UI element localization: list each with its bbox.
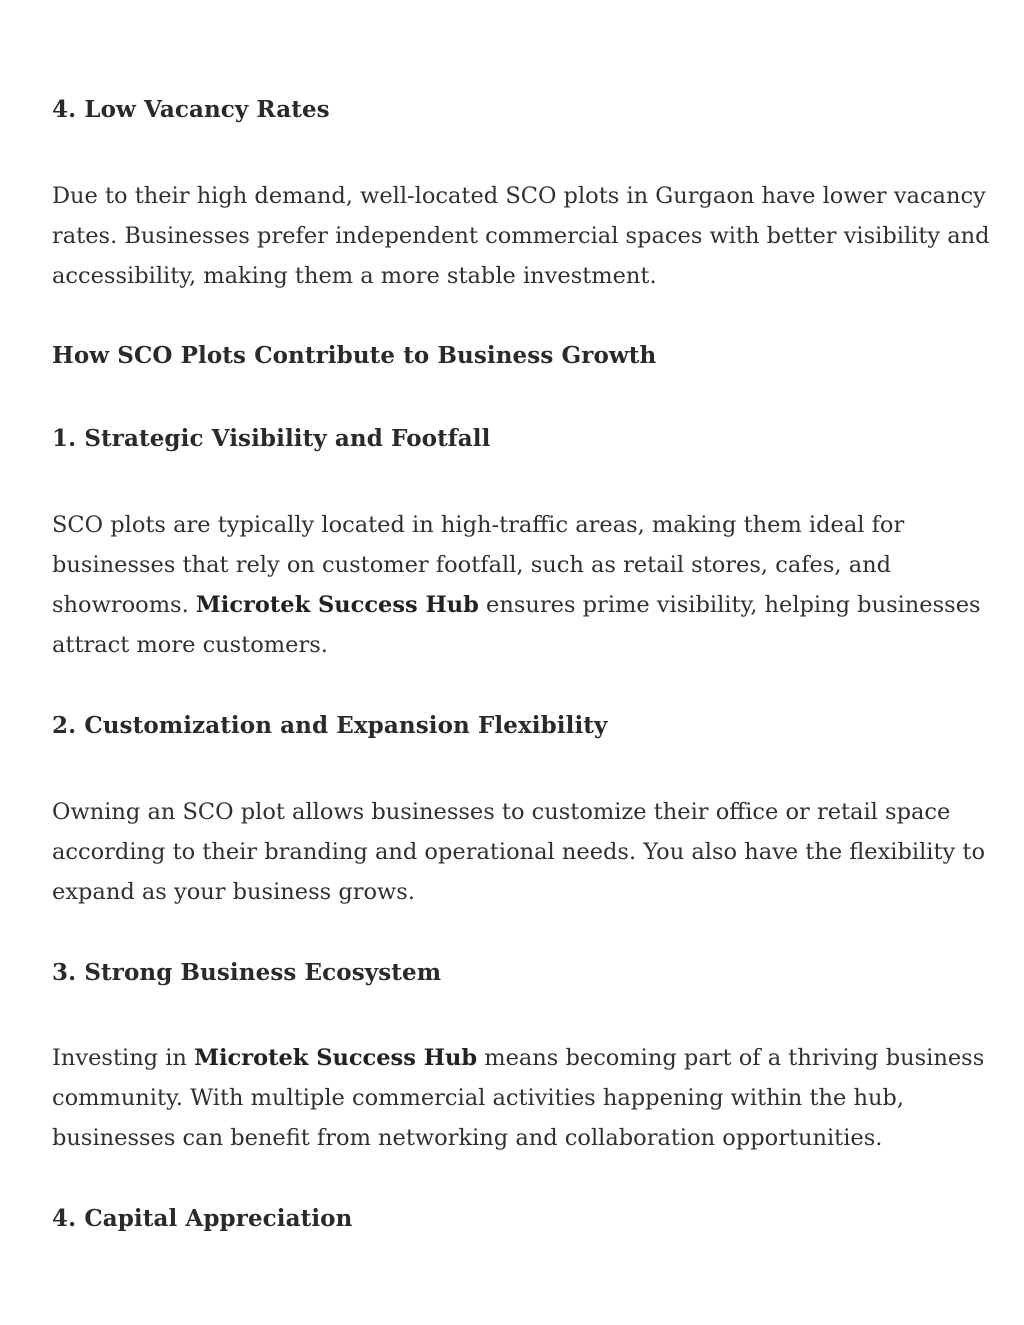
heading-strategic-visibility: 1. Strategic Visibility and Footfall <box>52 425 491 452</box>
paragraph-line: according to their branding and operational needs. You also have the flexibility to <box>52 839 985 865</box>
microtek-success-hub-highlight: Microtek Success Hub <box>195 592 479 618</box>
paragraph-line <box>52 1038 992 1078</box>
paragraph-business-ecosystem <box>52 1038 992 1158</box>
text-segment: ensures prime visibility, helping businesses <box>478 592 981 618</box>
heading-customization-flexibility: 2. Customization and Expansion Flexibility <box>52 712 608 739</box>
paragraph-line: expand as your business grows. <box>52 879 415 905</box>
paragraph-line: community. With multiple commercial activities happening within the hub, <box>52 1085 904 1111</box>
heading-business-ecosystem: 3. Strong Business Ecosystem <box>52 959 442 986</box>
paragraph-line: attract more customers. <box>52 632 328 658</box>
text-segment: showrooms. <box>52 592 196 618</box>
paragraph-low-vacancy-rates <box>52 176 992 296</box>
paragraph-line: businesses that rely on customer footfall, such as retail stores, cafes, and <box>52 552 892 578</box>
text-segment: means becoming part of a thriving business <box>477 1045 985 1071</box>
heading-capital-appreciation: 4. Capital Appreciation <box>52 1205 353 1232</box>
paragraph-line: SCO plots are typically located in high-traffic areas, making them ideal for <box>52 512 905 538</box>
paragraph-line: Due to their high demand, well-located SCO plots in Gurgaon have lower vacancy <box>52 183 986 209</box>
paragraph-line: businesses can benefit from networking and collaboration opportunities. <box>52 1125 883 1151</box>
heading-business-growth: How SCO Plots Contribute to Business Growth <box>52 342 657 369</box>
paragraph-strategic-visibility <box>52 505 992 665</box>
paragraph-line: Owning an SCO plot allows businesses to customize their office or retail space <box>52 799 951 825</box>
paragraph-line <box>52 585 992 625</box>
heading-low-vacancy-rates: 4. Low Vacancy Rates <box>52 96 330 123</box>
paragraph-line: rates. Businesses prefer independent commercial spaces with better visibility and <box>52 223 990 249</box>
paragraph-line: accessibility, making them a more stable investment. <box>52 263 657 289</box>
text-segment: Investing in <box>52 1045 195 1071</box>
microtek-success-hub-highlight: Microtek Success Hub <box>194 1045 478 1071</box>
paragraph-customization-flexibility <box>52 792 992 912</box>
